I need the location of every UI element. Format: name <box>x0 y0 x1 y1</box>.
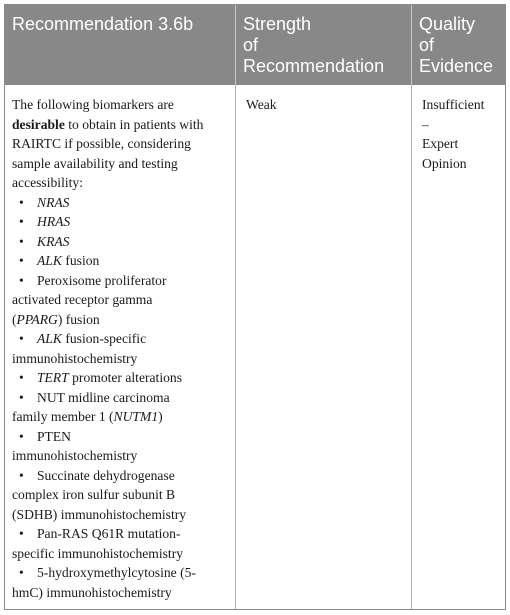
header-recommendation-text: Recommendation 3.6b <box>12 14 194 34</box>
biomarker-text: ) fusion <box>57 311 100 327</box>
list-item <box>12 232 229 252</box>
biomarker-text: (SDHB) immunohistochemistry <box>12 506 187 522</box>
intro-after: to obtain in patients with RAIRTC if possible, considering sample availability and testing accessibility: <box>12 116 204 190</box>
list-item-continuation <box>12 290 229 310</box>
biomarker-gene: NUTM1 <box>113 409 159 424</box>
header-quality-line2: of <box>419 35 435 55</box>
recommendation-cell <box>5 85 235 609</box>
biomarker-text: PTEN <box>37 428 71 444</box>
table-header-row <box>5 5 505 85</box>
biomarker-gene: ALK <box>37 331 62 346</box>
list-item-continuation <box>12 310 229 330</box>
quality-value-line3: Expert <box>422 136 459 151</box>
biomarker-text: specific immunohistochemistry <box>12 545 184 561</box>
recommendation-table <box>4 4 506 610</box>
list-item-continuation <box>12 505 229 525</box>
quality-cell <box>411 85 505 609</box>
list-item-continuation <box>12 544 229 564</box>
biomarker-gene: HRAS <box>37 214 71 229</box>
intro-before: The following biomarkers are <box>12 97 174 112</box>
list-item <box>12 388 229 408</box>
list-item <box>12 329 229 349</box>
list-item <box>12 524 229 544</box>
list-item-continuation <box>12 583 229 603</box>
strength-cell <box>235 85 411 609</box>
header-recommendation <box>5 5 235 85</box>
list-item-continuation <box>12 485 229 505</box>
biomarker-text: ) <box>158 409 163 424</box>
list-item <box>12 368 229 388</box>
biomarker-text: immunohistochemistry <box>12 448 138 463</box>
list-item <box>12 466 229 486</box>
header-strength-line3: Recommendation <box>243 56 385 76</box>
header-strength <box>235 5 411 85</box>
biomarker-gene: NRAS <box>37 194 70 210</box>
intro-emphasis: desirable <box>12 116 65 132</box>
list-item <box>12 193 229 213</box>
biomarker-text: activated receptor gamma <box>12 292 153 307</box>
recommendation-intro <box>12 95 229 193</box>
biomarker-text: promoter alterations <box>68 370 182 385</box>
biomarker-text: Succinate dehydrogenase <box>37 467 175 483</box>
biomarker-text: family member 1 ( <box>12 409 114 424</box>
header-strength-line1: Strength <box>243 14 312 34</box>
biomarker-text: immunohistochemistry <box>12 350 138 366</box>
quality-value-line4: Opinion <box>422 155 467 171</box>
strength-value: Weak <box>246 97 277 112</box>
header-quality <box>411 5 505 85</box>
list-item-continuation <box>12 407 229 427</box>
biomarker-gene: ALK <box>37 253 62 268</box>
list-item <box>12 251 229 271</box>
biomarker-text: NUT midline carcinoma <box>37 389 170 405</box>
biomarker-text: fusion <box>61 253 100 268</box>
biomarker-gene: PPARG <box>16 311 58 327</box>
biomarker-text: fusion-specific <box>61 331 147 346</box>
header-strength-line2: of <box>243 35 259 55</box>
header-quality-line3: Evidence <box>419 56 494 76</box>
list-item-continuation <box>12 446 229 466</box>
list-item-continuation <box>12 349 229 369</box>
biomarker-gene: KRAS <box>37 233 70 249</box>
biomarker-text: 5-hydroxymethylcytosine (5- <box>37 565 196 580</box>
list-item <box>12 212 229 232</box>
header-quality-line1: Quality <box>419 14 476 34</box>
biomarker-gene: TERT <box>37 370 69 385</box>
biomarker-text: Peroxisome proliferator <box>37 272 167 288</box>
biomarker-list <box>12 193 229 603</box>
list-item <box>12 563 229 583</box>
biomarker-text: ( <box>12 311 17 327</box>
list-item <box>12 427 229 447</box>
biomarker-text: Pan-RAS Q61R mutation- <box>37 526 181 541</box>
list-item <box>12 271 229 291</box>
biomarker-text: complex iron sulfur subunit B <box>12 487 176 502</box>
biomarker-text: hmC) immunohistochemistry <box>12 584 172 600</box>
quality-value-line1: Insufficient <box>422 97 485 112</box>
quality-value-line2: – <box>422 116 429 132</box>
